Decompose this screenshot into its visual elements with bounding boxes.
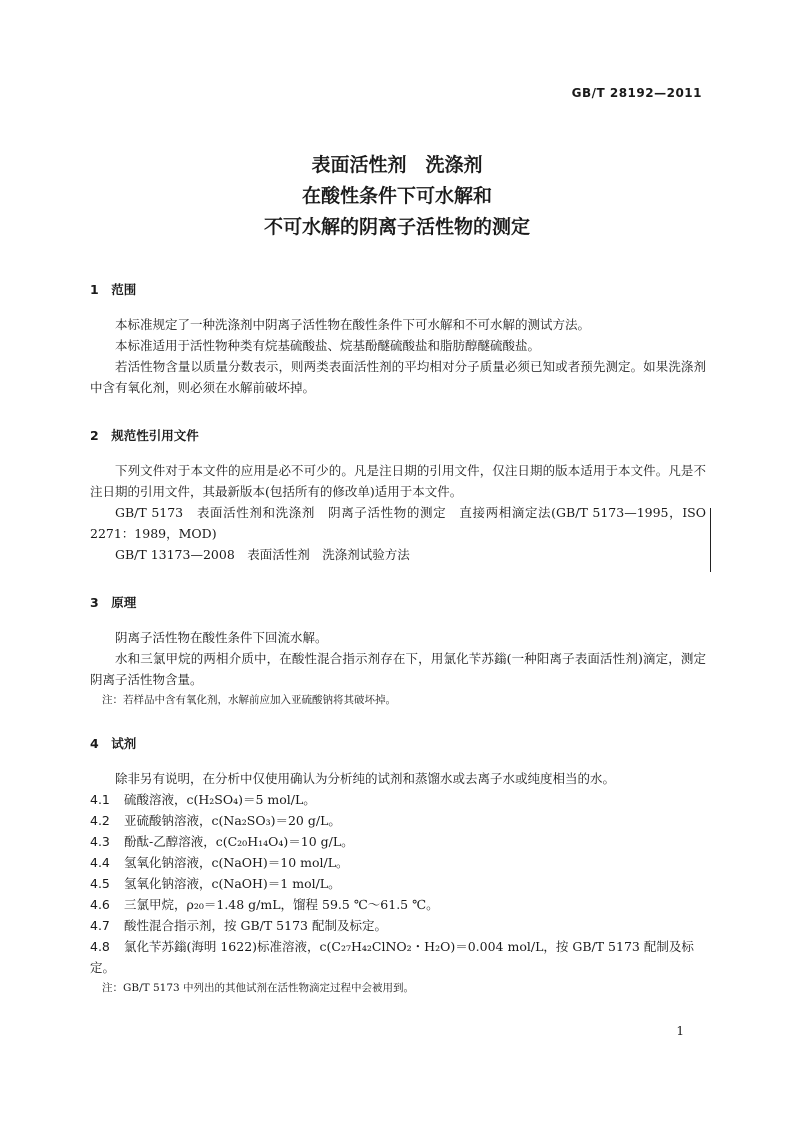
reagent-item: 4.6 三氯甲烷，ρ₂₀＝1.48 g/mL，馏程 59.5 ℃～61.5 ℃。: [90, 897, 439, 912]
title-line-3: 不可水解的阴离子活性物的测定: [263, 216, 530, 238]
section-3-paragraph: 水和三氯甲烷的两相介质中，在酸性混合指示剂存在下，用氯化苄苏鎓(一种阳离子表面活性剂)滴定，测定阴离子活性物含量。: [90, 651, 706, 687]
reagent-item: 4.1 硫酸溶液，c(H₂SO₄)＝5 mol/L。: [90, 792, 316, 807]
section-4-intro: 除非另有说明，在分析中仅使用确认为分析纯的试剂和蒸馏水或去离子水或纯度相当的水。: [115, 771, 616, 786]
section-2-heading: 2 规范性引用文件: [90, 428, 199, 443]
section-2-paragraph: 下列文件对于本文件的应用是必不可少的。凡是注日期的引用文件，仅注日期的版本适用于本文件。凡是不注日期的引用文件，其最新版本(包括所有的修改单)适用于本文件。: [90, 463, 706, 499]
section-1-heading: 1 范围: [90, 282, 137, 297]
section-3-heading: 3 原理: [90, 595, 137, 610]
section-4-note: 注：GB/T 5173 中列出的其他试剂在活性物滴定过程中会被用到。: [102, 982, 415, 994]
reagent-item: 4.8 氯化苄苏鎓(海明 1622)标准溶液，c(C₂₇H₄₂ClNO₂・H₂O)＝0.004 mol/L，按 GB/T 5173 配制及标定。: [90, 939, 694, 975]
title-line-1: 表面活性剂 洗涤剂: [311, 154, 483, 176]
revision-bar: [710, 508, 711, 572]
document-body: [90, 280, 706, 998]
reagent-item: 4.3 酚酞-乙醇溶液，c(C₂₀H₁₄O₄)＝10 g/L。: [90, 834, 354, 849]
reference-gbt-13173: GB/T 13173—2008 表面活性剂 洗涤剂试验方法: [115, 547, 410, 562]
document-title: [0, 150, 794, 243]
section-1-paragraph: 若活性物含量以质量分数表示，则两类表面活性剂的平均相对分子质量必须已知或者预先测定。如果洗涤剂中含有氧化剂，则必须在水解前破坏掉。: [90, 359, 706, 395]
title-line-2: 在酸性条件下可水解和: [301, 185, 492, 207]
reference-gbt-5173: GB/T 5173 表面活性剂和洗涤剂 阴离子活性物的测定 直接两相滴定法(GB/T 5173—1995，ISO 2271：1989，MOD): [90, 505, 706, 541]
reagent-item: 4.4 氢氧化钠溶液，c(NaOH)＝10 mol/L。: [90, 855, 349, 870]
standard-number: GB/T 28192—2011: [571, 86, 702, 100]
section-4-heading: 4 试剂: [90, 736, 137, 751]
reagent-item: 4.5 氢氧化钠溶液，c(NaOH)＝1 mol/L。: [90, 876, 341, 891]
section-1-paragraph: 本标准适用于活性物种类有烷基硫酸盐、烷基酚醚硫酸盐和脂肪醇醚硫酸盐。: [115, 338, 541, 353]
page-number: 1: [676, 1024, 684, 1038]
section-3-note: 注：若样品中含有氧化剂，水解前应加入亚硫酸钠将其破坏掉。: [102, 694, 396, 706]
reagent-item: 4.2 亚硫酸钠溶液，c(Na₂SO₃)＝20 g/L。: [90, 813, 341, 828]
section-1-paragraph: 本标准规定了一种洗涤剂中阴离子活性物在酸性条件下可水解和不可水解的测试方法。: [115, 317, 591, 332]
section-3-paragraph: 阴离子活性物在酸性条件下回流水解。: [115, 630, 328, 645]
reagent-item: 4.7 酸性混合指示剂，按 GB/T 5173 配制及标定。: [90, 918, 387, 933]
